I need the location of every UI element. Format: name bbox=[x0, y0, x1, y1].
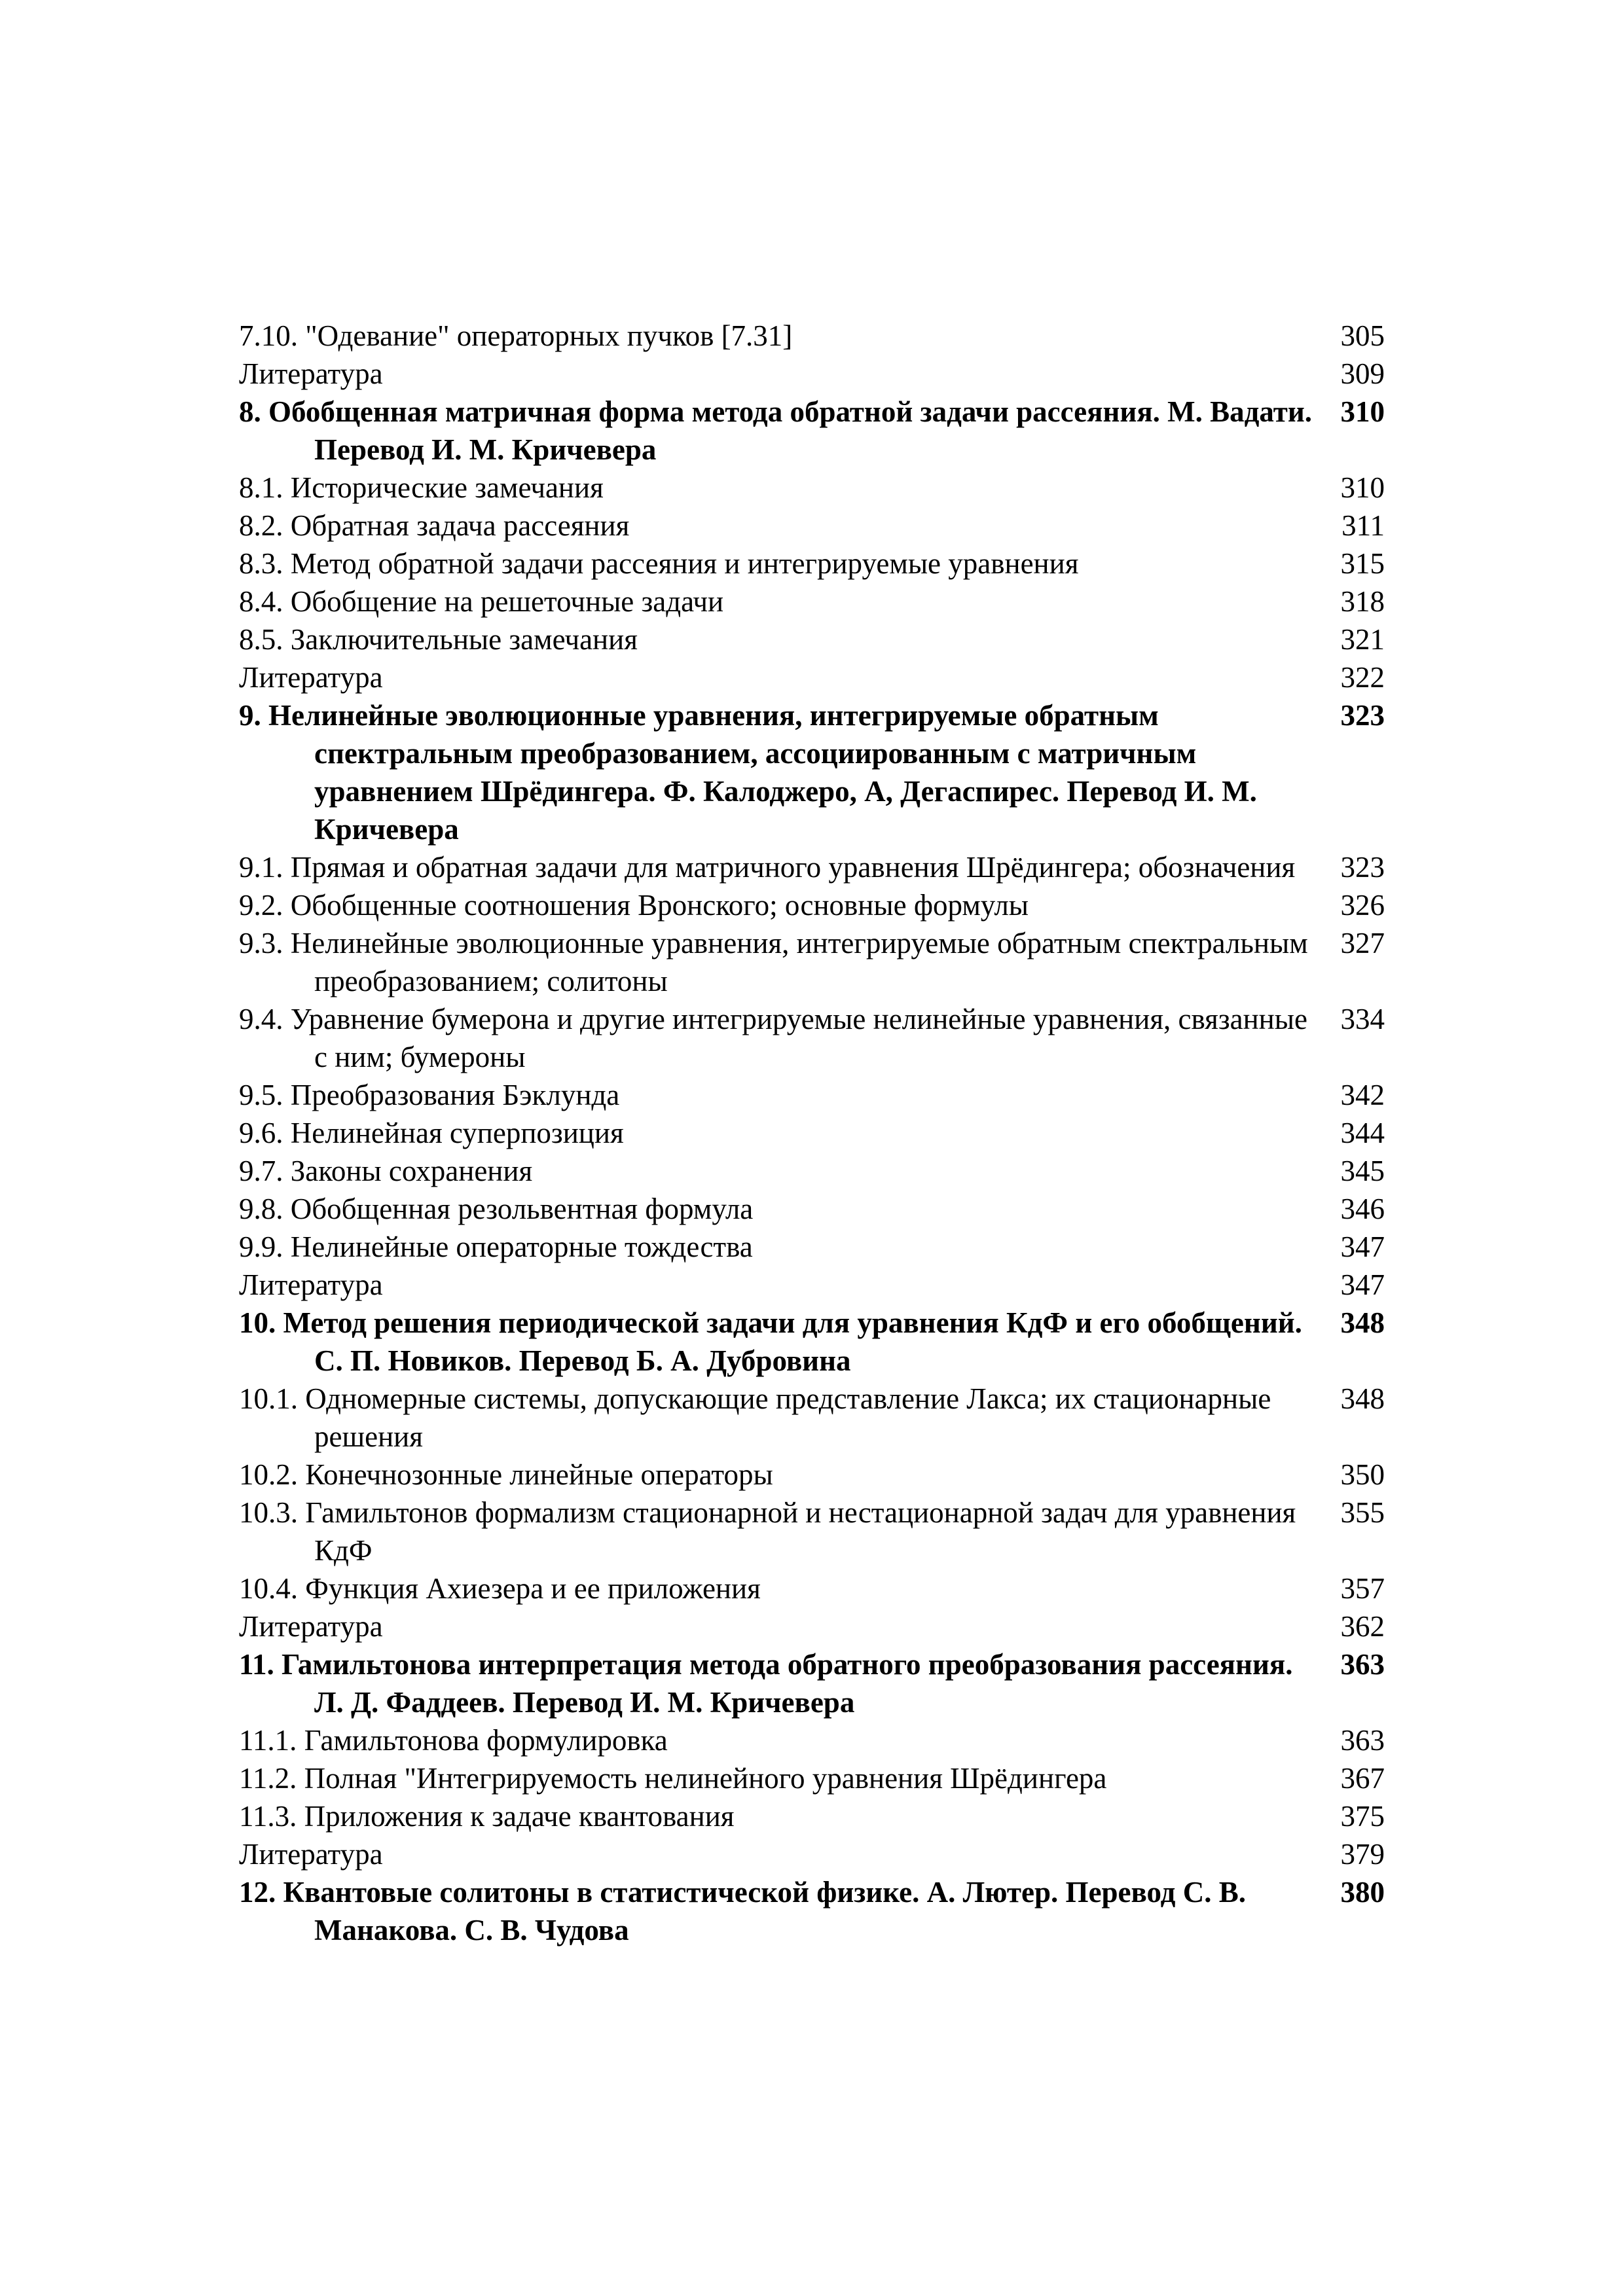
toc-section-entry bbox=[239, 1266, 1385, 1304]
toc-entry-title: 9.6. Нелинейная суперпозиция bbox=[239, 1117, 624, 1149]
toc-entry-page-number: 348 bbox=[1340, 1306, 1385, 1339]
toc-section-entry bbox=[239, 507, 1385, 545]
toc-entry-page-number: 367 bbox=[1340, 1762, 1385, 1795]
toc-entry-page-number: 321 bbox=[1340, 623, 1385, 656]
toc-entry-page-number: 350 bbox=[1340, 1458, 1385, 1491]
toc-entry-page-number: 347 bbox=[1340, 1268, 1385, 1301]
toc-entry-title: 9.5. Преобразования Бэклунда bbox=[239, 1079, 620, 1111]
toc-entry-title: Литература bbox=[239, 357, 383, 390]
toc-entry-page-number: 363 bbox=[1340, 1648, 1385, 1681]
toc-entry-title: 7.10. "Одевание" операторных пучков [7.31] bbox=[239, 319, 793, 352]
toc-entry-title: 8. Обобщенная матричная форма метода обратной задачи рассеяния. М. Вадати. Перевод И. М. Кричевера bbox=[239, 395, 1313, 466]
toc-entry-title: 9.7. Законы сохранения bbox=[239, 1155, 533, 1187]
toc-entry-title: 11.3. Приложения к задаче квантования bbox=[239, 1800, 735, 1833]
toc-entry-title: 9.8. Обобщенная резольвентная формула bbox=[239, 1193, 754, 1225]
toc-entry-page-number: 322 bbox=[1340, 661, 1385, 694]
toc-entry-page-number: 326 bbox=[1340, 889, 1385, 922]
toc-chapter-entry bbox=[239, 1304, 1385, 1380]
toc-entry-title: 9.1. Прямая и обратная задачи для матричного уравнения Шрёдингера; обозначения bbox=[239, 851, 1296, 884]
toc-entry-title: 9.4. Уравнение бумерона и другие интегрируемые нелинейные уравнения, связанные с ним; бумероны bbox=[239, 1003, 1307, 1073]
toc-entry-title: Литература bbox=[239, 661, 383, 694]
toc-section-entry bbox=[239, 1380, 1385, 1456]
toc-section-entry bbox=[239, 1607, 1385, 1645]
toc-section-entry bbox=[239, 1076, 1385, 1114]
toc-entry-page-number: 309 bbox=[1340, 357, 1385, 390]
toc-section-entry bbox=[239, 1114, 1385, 1152]
toc-entry-page-number: 357 bbox=[1340, 1572, 1385, 1605]
toc-entry-title: 10. Метод решения периодической задачи для уравнения КдФ и его обобщений. С. П. Новиков. Перевод Б. А. Дубровина bbox=[239, 1306, 1302, 1377]
toc-section-entry bbox=[239, 620, 1385, 658]
toc-entry-page-number: 310 bbox=[1340, 471, 1385, 504]
toc-entry-title: 8.2. Обратная задача рассеяния bbox=[239, 509, 630, 542]
toc-entry-title: 9.3. Нелинейные эволюционные уравнения, интегрируемые обратным спектральным преобразованием; солитоны bbox=[239, 927, 1308, 997]
toc-section-entry bbox=[239, 1721, 1385, 1759]
toc-entry-page-number: 380 bbox=[1340, 1876, 1385, 1909]
toc-entry-page-number: 334 bbox=[1340, 1003, 1385, 1035]
toc-entry-title: 9. Нелинейные эволюционные уравнения, интегрируемые обратным спектральным преобразованием, ассоциированным с матричным уравнением Шрёдингера. Ф. Калоджеро, А, Дегаспирес. Перевод И. М. Кричевера bbox=[239, 699, 1257, 846]
toc-section-entry bbox=[239, 1000, 1385, 1076]
toc-entry-page-number: 344 bbox=[1340, 1117, 1385, 1149]
toc-entry-title: 11.1. Гамильтонова формулировка bbox=[239, 1724, 668, 1757]
toc-section-entry bbox=[239, 317, 1385, 355]
toc-section-entry bbox=[239, 886, 1385, 924]
toc-section-entry bbox=[239, 1494, 1385, 1570]
table-of-contents bbox=[239, 317, 1385, 1949]
toc-chapter-entry bbox=[239, 1873, 1385, 1949]
toc-section-entry bbox=[239, 545, 1385, 583]
toc-entry-page-number: 348 bbox=[1340, 1382, 1385, 1415]
toc-section-entry bbox=[239, 1570, 1385, 1607]
toc-section-entry bbox=[239, 1152, 1385, 1190]
toc-entry-title: 9.9. Нелинейные операторные тождества bbox=[239, 1230, 753, 1263]
toc-section-entry bbox=[239, 1759, 1385, 1797]
toc-entry-page-number: 318 bbox=[1340, 585, 1385, 618]
toc-entry-title: 12. Квантовые солитоны в статистической физике. А. Лютер. Перевод С. В. Манакова. С. В. Чудова bbox=[239, 1876, 1246, 1946]
toc-section-entry bbox=[239, 355, 1385, 393]
toc-section-entry bbox=[239, 469, 1385, 507]
toc-section-entry bbox=[239, 924, 1385, 1000]
toc-entry-title: 10.1. Одномерные системы, допускающие представление Лакса; их стационарные решения bbox=[239, 1382, 1271, 1453]
toc-chapter-entry bbox=[239, 1645, 1385, 1721]
toc-entry-title: 8.5. Заключительные замечания bbox=[239, 623, 638, 656]
toc-section-entry bbox=[239, 1835, 1385, 1873]
toc-entry-title: 8.1. Исторические замечания bbox=[239, 471, 604, 504]
toc-entry-title: 8.3. Метод обратной задачи рассеяния и интегрируемые уравнения bbox=[239, 547, 1079, 580]
toc-entry-page-number: 375 bbox=[1340, 1800, 1385, 1833]
toc-entry-page-number: 355 bbox=[1340, 1496, 1385, 1529]
toc-section-entry bbox=[239, 848, 1385, 886]
toc-entry-title: 9.2. Обобщенные соотношения Вронского; основные формулы bbox=[239, 889, 1029, 922]
toc-entry-page-number: 346 bbox=[1340, 1193, 1385, 1225]
toc-entry-title: Литература bbox=[239, 1610, 383, 1643]
toc-section-entry bbox=[239, 583, 1385, 620]
toc-section-entry bbox=[239, 1456, 1385, 1494]
toc-entry-page-number: 315 bbox=[1340, 547, 1385, 580]
toc-entry-page-number: 347 bbox=[1340, 1230, 1385, 1263]
toc-entry-title: 11.2. Полная "Интегрируемость нелинейного уравнения Шрёдингера bbox=[239, 1762, 1107, 1795]
toc-entry-title: Литература bbox=[239, 1268, 383, 1301]
toc-section-entry bbox=[239, 1190, 1385, 1228]
toc-section-entry bbox=[239, 658, 1385, 696]
toc-entry-page-number: 311 bbox=[1341, 509, 1385, 542]
toc-entry-title: 10.2. Конечнозонные линейные операторы bbox=[239, 1458, 773, 1491]
toc-chapter-entry bbox=[239, 393, 1385, 469]
toc-entry-page-number: 345 bbox=[1340, 1155, 1385, 1187]
toc-section-entry bbox=[239, 1797, 1385, 1835]
toc-entry-title: Литература bbox=[239, 1838, 383, 1871]
toc-entry-page-number: 362 bbox=[1340, 1610, 1385, 1643]
toc-entry-page-number: 323 bbox=[1340, 699, 1385, 732]
toc-entry-page-number: 327 bbox=[1340, 927, 1385, 960]
toc-entry-page-number: 342 bbox=[1340, 1079, 1385, 1111]
toc-section-entry bbox=[239, 1228, 1385, 1266]
toc-entry-page-number: 310 bbox=[1340, 395, 1385, 428]
toc-entry-title: 11. Гамильтонова интерпретация метода обратного преобразования рассеяния. Л. Д. Фаддеев. Перевод И. М. Кричевера bbox=[239, 1648, 1293, 1719]
toc-entry-title: 10.4. Функция Ахиезера и ее приложения bbox=[239, 1572, 761, 1605]
toc-chapter-entry bbox=[239, 696, 1385, 848]
toc-entry-page-number: 363 bbox=[1340, 1724, 1385, 1757]
toc-entry-title: 8.4. Обобщение на решеточные задачи bbox=[239, 585, 724, 618]
toc-entry-page-number: 323 bbox=[1340, 851, 1385, 884]
toc-entry-page-number: 305 bbox=[1340, 319, 1385, 352]
toc-entry-page-number: 379 bbox=[1340, 1838, 1385, 1871]
toc-entry-title: 10.3. Гамильтонов формализм стационарной и нестационарной задач для уравнения КдФ bbox=[239, 1496, 1296, 1567]
